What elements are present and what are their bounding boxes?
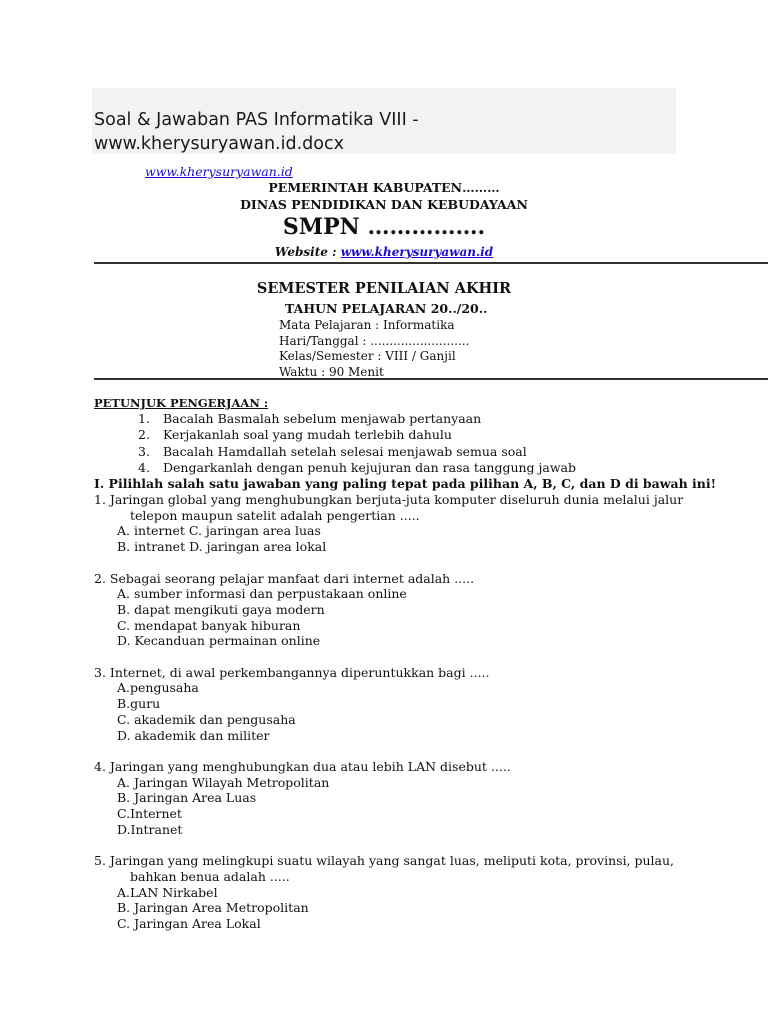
- answer-option: C. akademik dan pengusaha: [117, 711, 296, 727]
- exam-time: Waktu : 90 Menit: [279, 364, 384, 379]
- answer-option: B.guru: [117, 696, 161, 712]
- answer-option: B. Jaringan Area Metropolitan: [117, 900, 309, 916]
- exam-title: SEMESTER PENILAIAN AKHIR: [256, 280, 512, 297]
- question-1: [94, 492, 764, 555]
- answer-option: A. Jaringan Wilayah Metropolitan: [117, 774, 330, 790]
- instruction-item: 4. Dengarkanlah dengan penuh kejujuran dan rasa tanggung jawab: [138, 459, 577, 475]
- website-line: [94, 245, 674, 259]
- answer-option: B. intranet D. jaringan area lokal: [117, 539, 327, 555]
- header-divider: [94, 262, 768, 264]
- website-link[interactable]: www.kherysuryawan.id: [340, 245, 494, 259]
- document-title: Soal & Jawaban PAS Informatika VIII - www.kherysuryawan.id.docx: [94, 110, 419, 154]
- answer-option: D. Kecanduan permainan online: [117, 633, 321, 649]
- instructions-title: PETUNJUK PENGERJAAN :: [94, 396, 269, 410]
- question-3: [94, 665, 764, 744]
- question-text: 2. Sebagai seorang pelajar manfaat dari internet adalah .....: [94, 570, 475, 586]
- answer-option: A.LAN Nirkabel: [117, 884, 218, 900]
- exam-info: [279, 318, 469, 380]
- answer-option: D.Intranet: [117, 821, 183, 837]
- exam-year: TAHUN PELAJARAN 20../20..: [285, 301, 488, 316]
- exam-class: Kelas/Semester : VIII / Ganjil: [279, 349, 456, 363]
- answer-option: C. mendapat banyak hiburan: [117, 617, 301, 633]
- exam-date: Hari/Tanggal : ..........................: [279, 333, 470, 348]
- question-text: 5. Jaringan yang melingkupi suatu wilayah yang sangat luas, meliputi kota, provinsi, pulau, bahkan benua adalah .....: [94, 853, 675, 884]
- section-instruction: I. Pilihlah salah satu jawaban yang paling tepat pada pilihan A, B, C, dan D di bawah ini!: [94, 476, 717, 491]
- question-5: [94, 853, 764, 932]
- answer-option: B. dapat mengikuti gaya modern: [117, 601, 325, 617]
- answer-option: D. akademik dan militer: [117, 727, 270, 743]
- question-text: 3. Internet, di awal perkembangannya diperuntukkan bagi .....: [94, 664, 490, 680]
- header-government: PEMERINTAH KABUPATEN………: [268, 180, 500, 195]
- answer-option: A. sumber informasi dan perpustakaan online: [117, 586, 407, 602]
- answer-option: C. Jaringan Area Lokal: [117, 915, 261, 931]
- instruction-item: 1. Bacalah Basmalah sebelum menjawab pertanyaan: [138, 411, 482, 426]
- instruction-item: 2. Kerjakanlah soal yang mudah terlebih dahulu: [138, 427, 452, 443]
- exam-subject: Mata Pelajaran : Informatika: [279, 318, 455, 332]
- info-divider: [94, 378, 768, 380]
- website-label: Website :: [274, 245, 341, 259]
- answer-option: A.pengusaha: [117, 680, 199, 696]
- question-list: [94, 492, 764, 947]
- question-2: [94, 571, 764, 650]
- top-website-link[interactable]: www.kherysuryawan.id: [145, 164, 293, 179]
- answer-option: B. Jaringan Area Luas: [117, 790, 257, 806]
- question-text: 1. Jaringan global yang menghubungkan berjuta-juta komputer diseluruh dunia melalui jalur telepon maupun satelit adalah pengertian .....: [94, 492, 684, 523]
- school-name: SMPN …………….: [282, 214, 486, 240]
- instructions-list: [138, 411, 576, 476]
- header-department: DINAS PENDIDIKAN DAN KEBUDAYAAN: [240, 197, 528, 212]
- question-text: 4. Jaringan yang menghubungkan dua atau lebih LAN disebut .....: [94, 758, 511, 774]
- instruction-item: 3. Bacalah Hamdallah setelah selesai menjawab semua soal: [138, 443, 527, 459]
- document-title-bar: [92, 88, 676, 154]
- answer-option: C.Internet: [117, 806, 182, 822]
- question-4: [94, 759, 764, 838]
- answer-option: A. internet C. jaringan area luas: [117, 523, 321, 539]
